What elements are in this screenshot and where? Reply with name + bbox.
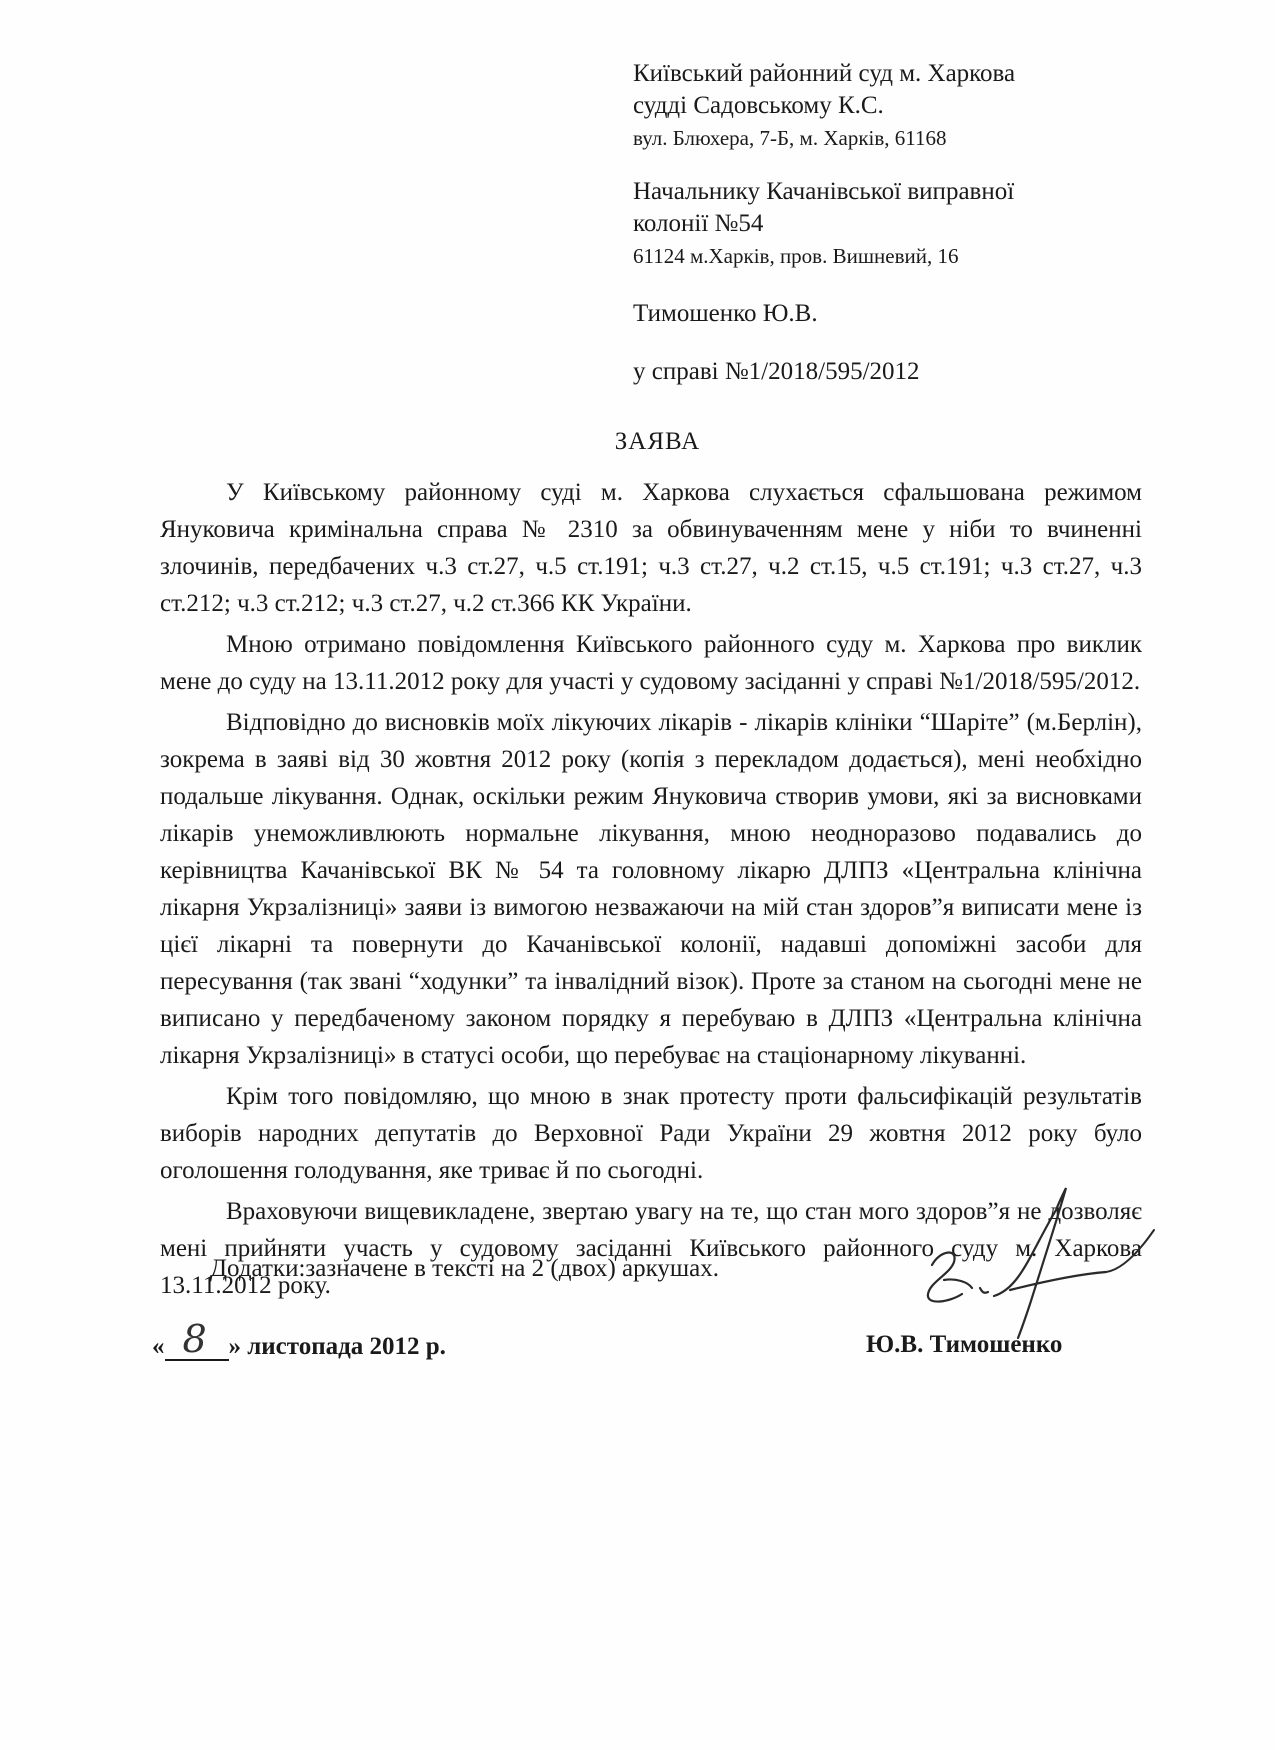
paragraph-1: У Київському районному суді м. Харкова слухається сфальшована режимом Януковича кримінальна справа № 2310 за обвинуваченням мене у ніби то вчиненні злочинів, передбачених ч.3 ст.27, ч.5 ст.191; ч.3 ст.27, ч.2 ст.15, ч.5 ст.191; ч.3 ст.27, ч.3 ст.212; ч.3 ст.212; ч.3 ст.27, ч.2 ст.366 КК України.	[160, 479, 1142, 617]
date-day-handwritten: 8	[182, 1317, 207, 1361]
paragraph-4: Крім того повідомляю, що мною в знак протесту проти фальсифікацій результатів виборів народних депутатів до Верховної Ради України 29 жовтня 2012 року було оголошення голодування, яке триває й по сьогодні.	[160, 1083, 1142, 1184]
addressee-block	[633, 58, 1233, 388]
paragraph-5: Враховуючи вищевикладене, звертаю увагу на те, що стан мого здоров”я не дозволяє мені прийняти участь у судовому засіданні Київського районного суду м. Харкова 13.11.2012 року.	[160, 1198, 1142, 1299]
date-month-year: листопада 2012 р.	[241, 1333, 446, 1360]
court-address: вул. Блюхера, 7-Б, м. Харків, 61168	[633, 126, 947, 150]
case-number: у справі №1/2018/595/2012	[633, 358, 920, 385]
attachments-note: Додатки:зазначене в тексті на 2 (двох) аркушах.	[210, 1255, 720, 1282]
colony-chief-line1: Начальнику Качанівської виправної	[633, 178, 1015, 205]
judge-name: судді Садовському К.С.	[633, 92, 884, 119]
colony-address: 61124 м.Харків, пров. Вишневий, 16	[633, 244, 959, 268]
paragraph-2: Мною отримано повідомлення Київського районного суду м. Харкова про виклик мене до суду на 13.11.2012 року для участі у судовому засіданні у справі №1/2018/595/2012.	[160, 631, 1142, 695]
date-close-quote: »	[228, 1333, 241, 1360]
document-date	[152, 1317, 446, 1361]
signatory-name: Ю.В. Тимошенко	[866, 1331, 1063, 1358]
date-day-field	[165, 1317, 229, 1361]
sender-name: Тимошенко Ю.В.	[633, 300, 818, 327]
court-name: Київський районний суд м. Харкова	[633, 60, 1016, 87]
document-title: ЗАЯВА	[614, 428, 701, 455]
date-open-quote: «	[152, 1333, 165, 1360]
paragraph-3: Відповідно до висновків моїх лікуючих лікарів - лікарів клініки “Шаріте” (м.Берлін), зокрема в заяві від 30 жовтня 2012 року (копія з перекладом додається), мені необхідно подальше лікування. Однак, оскільки режим Януковича створив умови, які за висновками лікарів унеможливлюють нормальне лікування, мною неодноразово подавались до керівництва Качанівської ВК № 54 та головному лікарю ДЛПЗ «Центральна клінічна лікарня Укрзалізниці» заяви із вимогою незважаючи на мій стан здоров”я виписати мене із цієї лікарні та повернути до Качанівської колонії, надавші допоміжні засоби для пересування (так звані “ходунки” та інвалідний візок). Проте за станом на сьогодні мене не виписано у передбаченому законом порядку я перебуваю в ДЛПЗ «Центральна клінічна лікарня Укрзалізниці» в статусі особи, що перебуває на стаціонарному лікуванні.	[160, 709, 1142, 1069]
colony-chief-line2: колонії №54	[633, 210, 764, 237]
handwritten-signature	[910, 1170, 1190, 1350]
